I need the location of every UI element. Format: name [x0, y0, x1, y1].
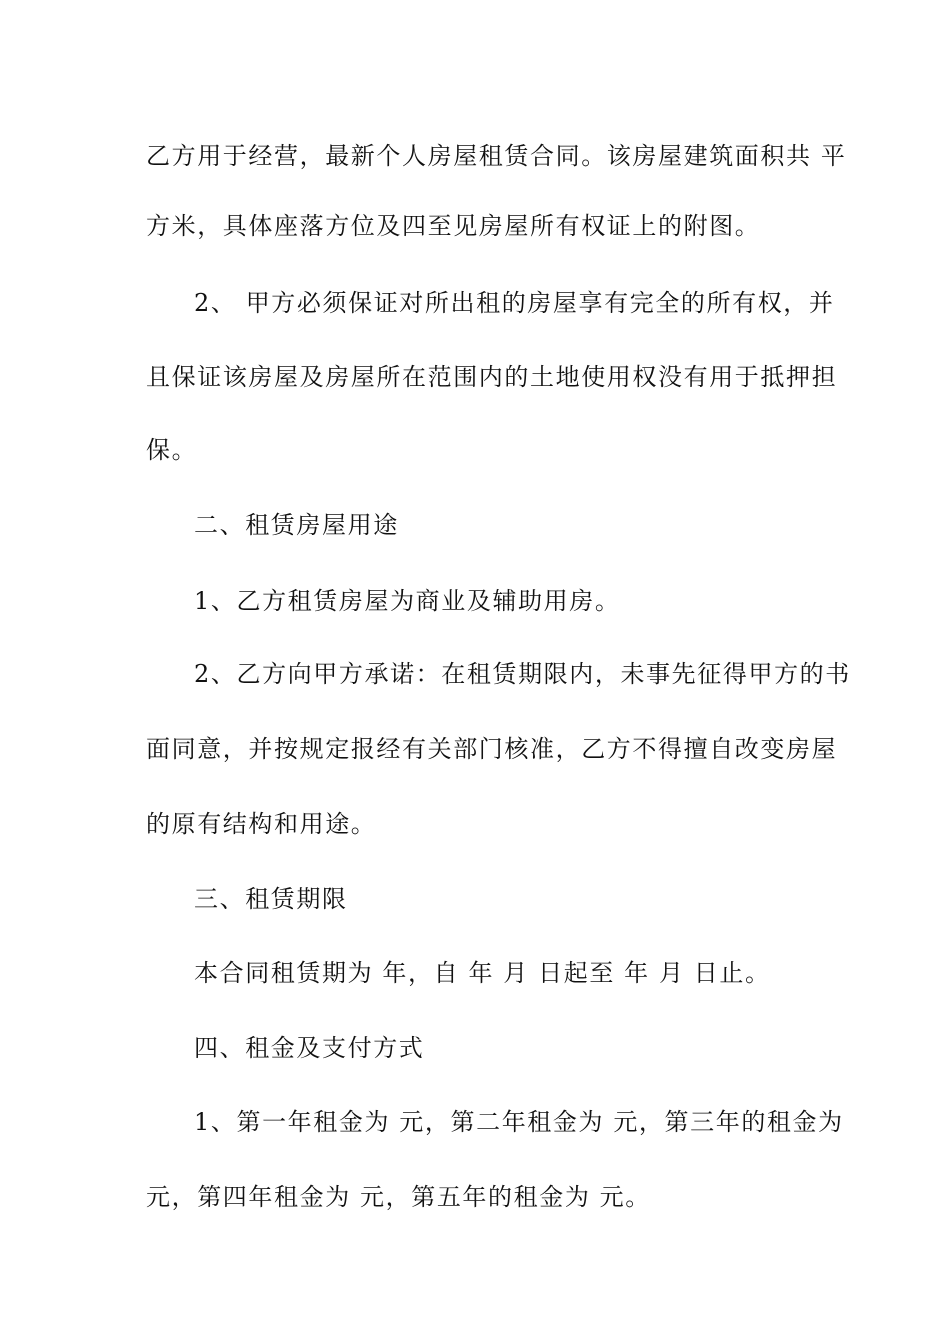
text-line-9: 面同意，并按规定报经有关部门核准，乙方不得擅自改变房屋 [146, 735, 838, 763]
text-line-10: 的原有结构和用途。 [146, 810, 377, 838]
text-line-14: 1、第一年租金为 元，第二年租金为 元，第三年的租金为 [194, 1108, 844, 1136]
section-heading-2: 二、租赁房屋用途 [194, 511, 399, 539]
text-line-15: 元，第四年租金为 元，第五年的租金为 元。 [146, 1183, 651, 1211]
text-line-3: 2、 甲方必须保证对所出租的房屋享有完全的所有权，并 [194, 289, 835, 317]
text-line-1: 乙方用于经营，最新个人房屋租赁合同。该房屋建筑面积共 平 [146, 142, 847, 170]
text-line-5: 保。 [146, 436, 198, 464]
section-heading-4: 四、租金及支付方式 [194, 1034, 425, 1062]
section-heading-3: 三、租赁期限 [194, 885, 348, 913]
text-line-2: 方米，具体座落方位及四至见房屋所有权证上的附图。 [146, 212, 761, 240]
text-line-12: 本合同租赁期为 年，自 年 月 日起至 年 月 日止。 [194, 959, 771, 987]
text-line-4: 且保证该房屋及房屋所在范围内的土地使用权没有用于抵押担 [146, 363, 838, 391]
text-line-7: 1、乙方租赁房屋为商业及辅助用房。 [194, 587, 621, 615]
text-line-8: 2、乙方向甲方承诺：在租赁期限内，未事先征得甲方的书 [194, 660, 851, 688]
